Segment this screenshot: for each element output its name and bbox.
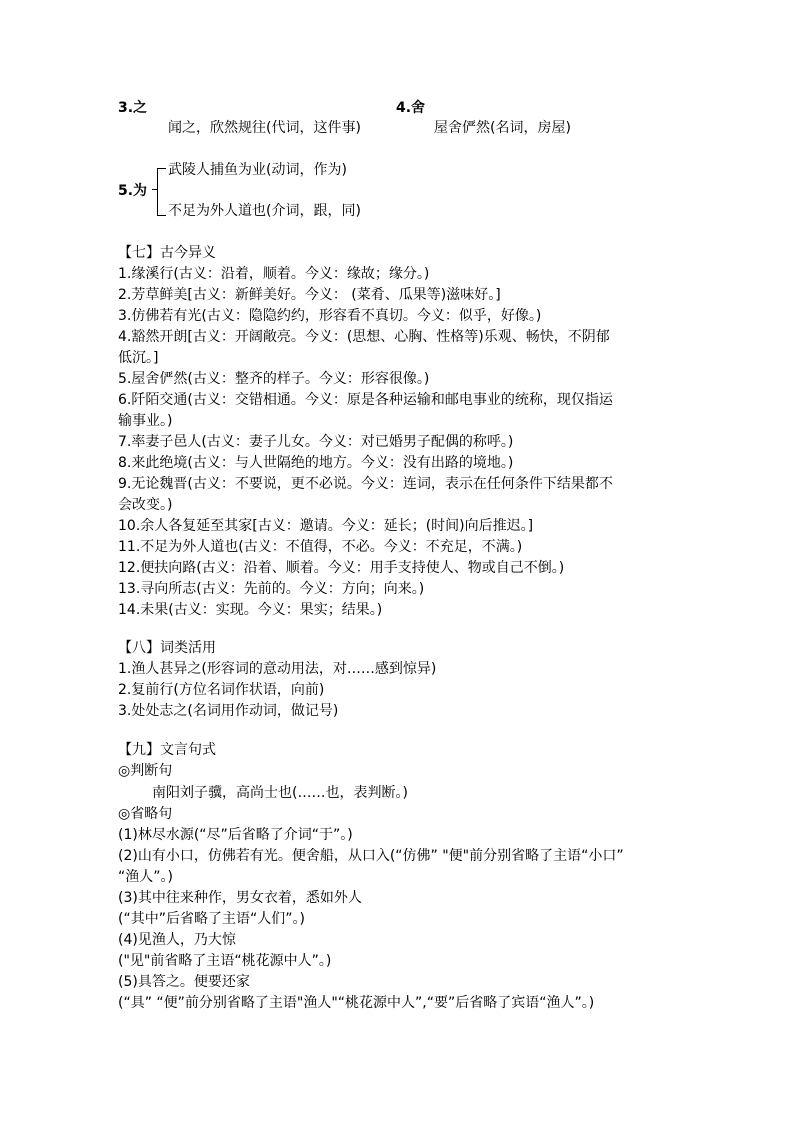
judgment-sentence-title: ◎判断句	[118, 763, 173, 779]
s7-line: 3.仿佛若有光(古义：隐隐约约，形容看不真切。今义：似乎，好像。)	[118, 308, 542, 324]
section-9-heading: 【九】文言句式	[118, 742, 216, 758]
s9-line: (“其中”后省略了主语“人们”。)	[118, 911, 305, 927]
s9-line: (1)林尽水源(“尽”后省略了介词“于”。)	[118, 827, 353, 843]
s9-line: (5)具答之。便要还家	[118, 974, 250, 990]
word-4-definition: 屋舍俨然(名词，房屋)	[434, 120, 571, 136]
word-4-label: 4.舍	[396, 100, 426, 116]
s7-line: 10.余人各复延至其家[古义：邀请。今义：延长；(时间)向后推迟。]	[118, 518, 534, 534]
word-5-definition-1: 武陵人捕鱼为业(动词，作为)	[168, 162, 347, 178]
s7-line: 1.缘溪行(古义：沿着，顺着。今义：缘故；缘分。)	[118, 266, 430, 282]
brace-tick	[152, 189, 158, 190]
word-5-definition-2: 不足为外人道也(介词，跟，同)	[168, 203, 361, 219]
brace-bracket	[157, 168, 166, 216]
section-7-heading: 【七】古今异义	[118, 245, 216, 261]
s9-line: (4)见渔人，乃大惊	[118, 932, 236, 948]
judgment-sentence-example: 南阳刘子骥，高尚士也(……也，表判断。)	[152, 785, 408, 801]
s7-line: 会改变。)	[118, 497, 173, 513]
s7-line: 8.来此绝境(古义：与人世隔绝的地方。今义：没有出路的境地。)	[118, 455, 514, 471]
s7-line: 11.不足为外人道也(古义：不值得，不必。今义：不充足，不满。)	[118, 539, 523, 555]
s7-line: 13.寻向所志(古义：先前的。今义：方向；向来。)	[118, 581, 425, 597]
s7-line: 7.率妻子邑人(古义：妻子儿女。今义：对已婚男子配偶的称呼。)	[118, 434, 514, 450]
s7-line: 2.芳草鲜美[古义：新鲜美好。今义： (菜肴、瓜果等)滋味好。]	[118, 287, 501, 303]
s7-line: 低沉。]	[118, 350, 159, 366]
s7-line: 14.未果(古义：实现。今义：果实；结果。)	[118, 602, 383, 618]
omission-sentence-title: ◎省略句	[118, 806, 173, 822]
s7-line: 输事业。)	[118, 413, 173, 429]
word-3-definition: 闻之，欣然规往(代词，这件事)	[168, 120, 361, 136]
s9-line: (“具” “便”前分别省略了主语"渔人"“桃花源中人”,“要”后省略了宾语“渔人”。)	[118, 995, 595, 1011]
s8-line: 3.处处志之(名词用作动词，做记号)	[118, 703, 339, 719]
section-8-heading: 【八】词类活用	[118, 640, 216, 656]
s9-line: ("见"前省略了主语“桃花源中人”。)	[118, 953, 332, 969]
s9-line: (2)山有小口，仿佛若有光。便舍船，从口入(“仿佛” "便"前分别省略了主语“小口”	[118, 848, 624, 864]
word-3-label: 3.之	[118, 100, 148, 116]
s8-line: 2.复前行(方位名词作状语，向前)	[118, 682, 325, 698]
s7-line: 6.阡陌交通(古义：交错相通。今义：原是各种运输和邮电事业的统称，现仅指运	[118, 392, 613, 408]
s9-line: (3)其中往来种作，男女衣着，悉如外人	[118, 890, 362, 906]
s7-line: 9.无论魏晋(古义：不要说，更不必说。今义：连词，表示在任何条件下结果都不	[118, 476, 613, 492]
s8-line: 1.渔人甚异之(形容词的意动用法，对……感到惊异)	[118, 661, 437, 677]
s9-line: “渔人”。)	[118, 869, 173, 885]
s7-line: 4.豁然开朗[古义：开阔敞亮。今义：(思想、心胸、性格等)乐观、畅快，不阴郁	[118, 329, 610, 345]
s7-line: 12.便扶向路(古义：沿着、顺着。今义：用手支持使人、物或自己不倒。)	[118, 560, 565, 576]
word-5-label: 5.为	[118, 183, 148, 199]
s7-line: 5.屋舍俨然(古义：整齐的样子。今义：形容很像。)	[118, 371, 430, 387]
